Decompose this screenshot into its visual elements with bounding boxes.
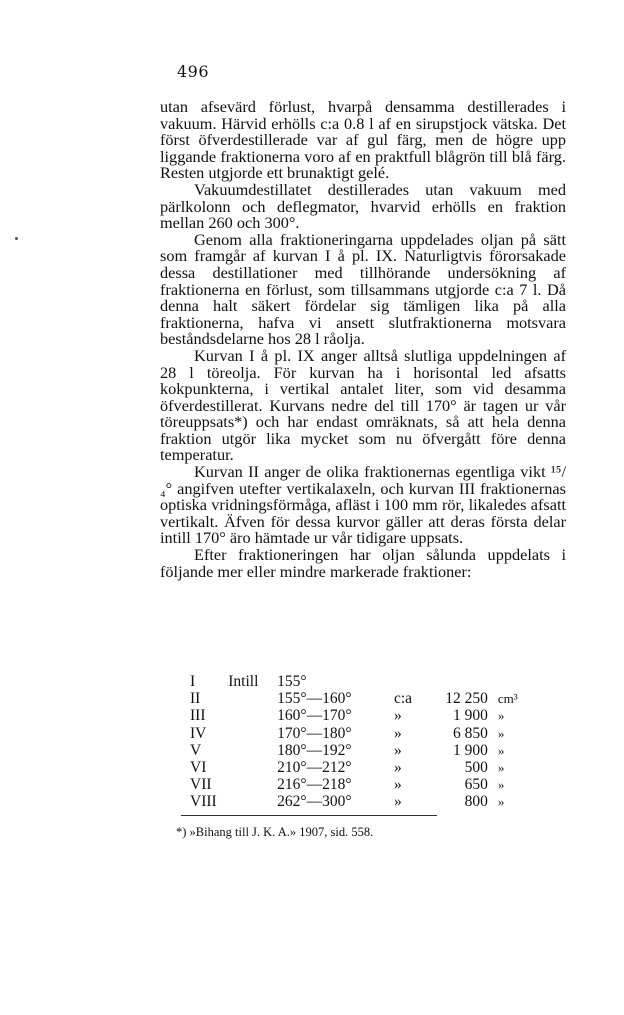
fraction-number: VIII [190,793,217,811]
fraction-volume: 6 850 [453,724,488,742]
fraction-label [228,759,277,776]
paragraph-6: Efter fraktioneringen har oljan sålunda uppdelats i följande mer eller mindre markerade fraktioner: [160,545,566,581]
fraction-volume: 650 [464,776,488,794]
fraction-approx: c:a [394,690,413,708]
fraction-volume: 12 250 [445,690,488,708]
fractions-table [190,673,530,811]
table-row [190,759,530,776]
fraction-number: VII [190,776,212,794]
fraction-approx: » [394,759,402,777]
fraction-unit: » [497,777,505,793]
fraction-range: 216°—218° [277,776,352,794]
footnote: *) »Bihang till J. K. A.» 1907, sid. 558. [176,825,374,839]
fraction-label [228,742,277,759]
fraction-range: 170°—180° [277,724,352,742]
fraction-unit: » [497,742,505,758]
fraction-number: IV [190,724,207,742]
table-row [190,690,530,707]
paragraph-3: Genom alla fraktioneringarna uppdelades oljan på sätt som framgår af kurvan I å pl. IX. Naturligtvis förorsakade dessa destillationer med tillhörande undersökning af fraktionerna en förlust, som tillsammans utgjorde c:a 7 l. Då denna halt säkert fördelar sig tämligen lika på alla fraktionerna, hafva vi ansett slutfraktionerna motsvara beståndsdelarne hos 28 l råolja. [160,229,566,349]
paragraph-4: Kurvan I å pl. IX anger alltså slutliga uppdelningen af 28 l töreolja. För kurvan ha i horisontal led afsatts kokpunkterna, i vertikal antalet liter, som vid desamma öfverdestillerat. Kurvans nedre del till 170° är tagen ur vår töreuppsats*) och har endast omräknats, så att hela denna fraktion utgör lika mycket som nu öfvergått före denna temperatur. [160,345,566,465]
fraction-number: VI [190,759,207,777]
fraction-unit [494,673,530,690]
fraction-range: 210°—212° [277,759,352,777]
table-row [190,742,530,759]
fraction-range: 160°—170° [277,707,352,725]
footnote-rule [181,815,437,816]
fraction-number: II [190,690,201,708]
fraction-unit: » [497,708,505,724]
fraction-unit: » [497,794,505,810]
fraction-volume: 800 [464,793,488,811]
fraction-label: Intill [228,673,259,690]
fraction-unit: » [497,760,505,776]
table-row [190,725,530,742]
fraction-unit: » [497,725,505,741]
page-number: 496 [177,62,210,81]
table-row [190,673,530,690]
table-row [190,707,530,724]
fraction-approx [394,673,432,690]
table-row [190,793,530,810]
fraction-number: I [190,673,196,690]
fraction-approx: » [394,776,402,794]
fraction-approx: » [394,724,402,742]
fraction-unit: cm³ [497,691,518,707]
fraction-range: 155° [277,673,307,690]
fraction-approx: » [394,707,402,725]
paragraph-2: Vakuumdestillatet destillerades utan vakuum med pärlkolonn och deflegmator, hvarvid erhölls en fraktion mellan 260 och 300°. [160,179,566,233]
fraction-volume [432,673,494,690]
fraction-label [228,707,277,724]
table-row [190,776,530,793]
fraction-label [228,725,277,742]
fraction-volume: 1 900 [453,707,488,725]
fraction-label [228,690,277,707]
fraction-volume: 500 [464,759,488,777]
fraction-range: 155°—160° [277,690,352,708]
fraction-range: 180°—192° [277,741,352,759]
paragraph-5: Kurvan II anger de olika fraktionernas egentliga vikt ¹⁵/₄° angifven utefter vertikalaxeln, och kurvan III fraktionernas optiska vridningsförmåga, afläst i 100 mm rör, likaledes afsatt vertikalt. Äfven för dessa kurvor gäller att deras första delar intill 170° äro hämtade ur vår tidigare uppsats. [160,462,566,548]
fraction-volume: 1 900 [453,741,488,759]
scan-speck [15,237,18,240]
fraction-label [228,776,277,793]
fraction-label [228,793,277,810]
fraction-approx: » [394,741,402,759]
fraction-number: V [190,741,202,759]
fraction-range: 262°—300° [277,793,352,811]
body-text [160,99,566,580]
fraction-approx: » [394,793,402,811]
paragraph-1: utan afsevärd förlust, hvarpå densamma destillerades i vakuum. Härvid erhölls c:a 0.8 l af en sirupstjock vätska. Det först öfverdestillerade var af gul färg, men de högre upp liggande fraktionerna voro af en praktfull blågrön till blå färg. Resten utgjorde ett brunaktigt gelé. [160,97,566,183]
fraction-number: III [190,707,206,725]
